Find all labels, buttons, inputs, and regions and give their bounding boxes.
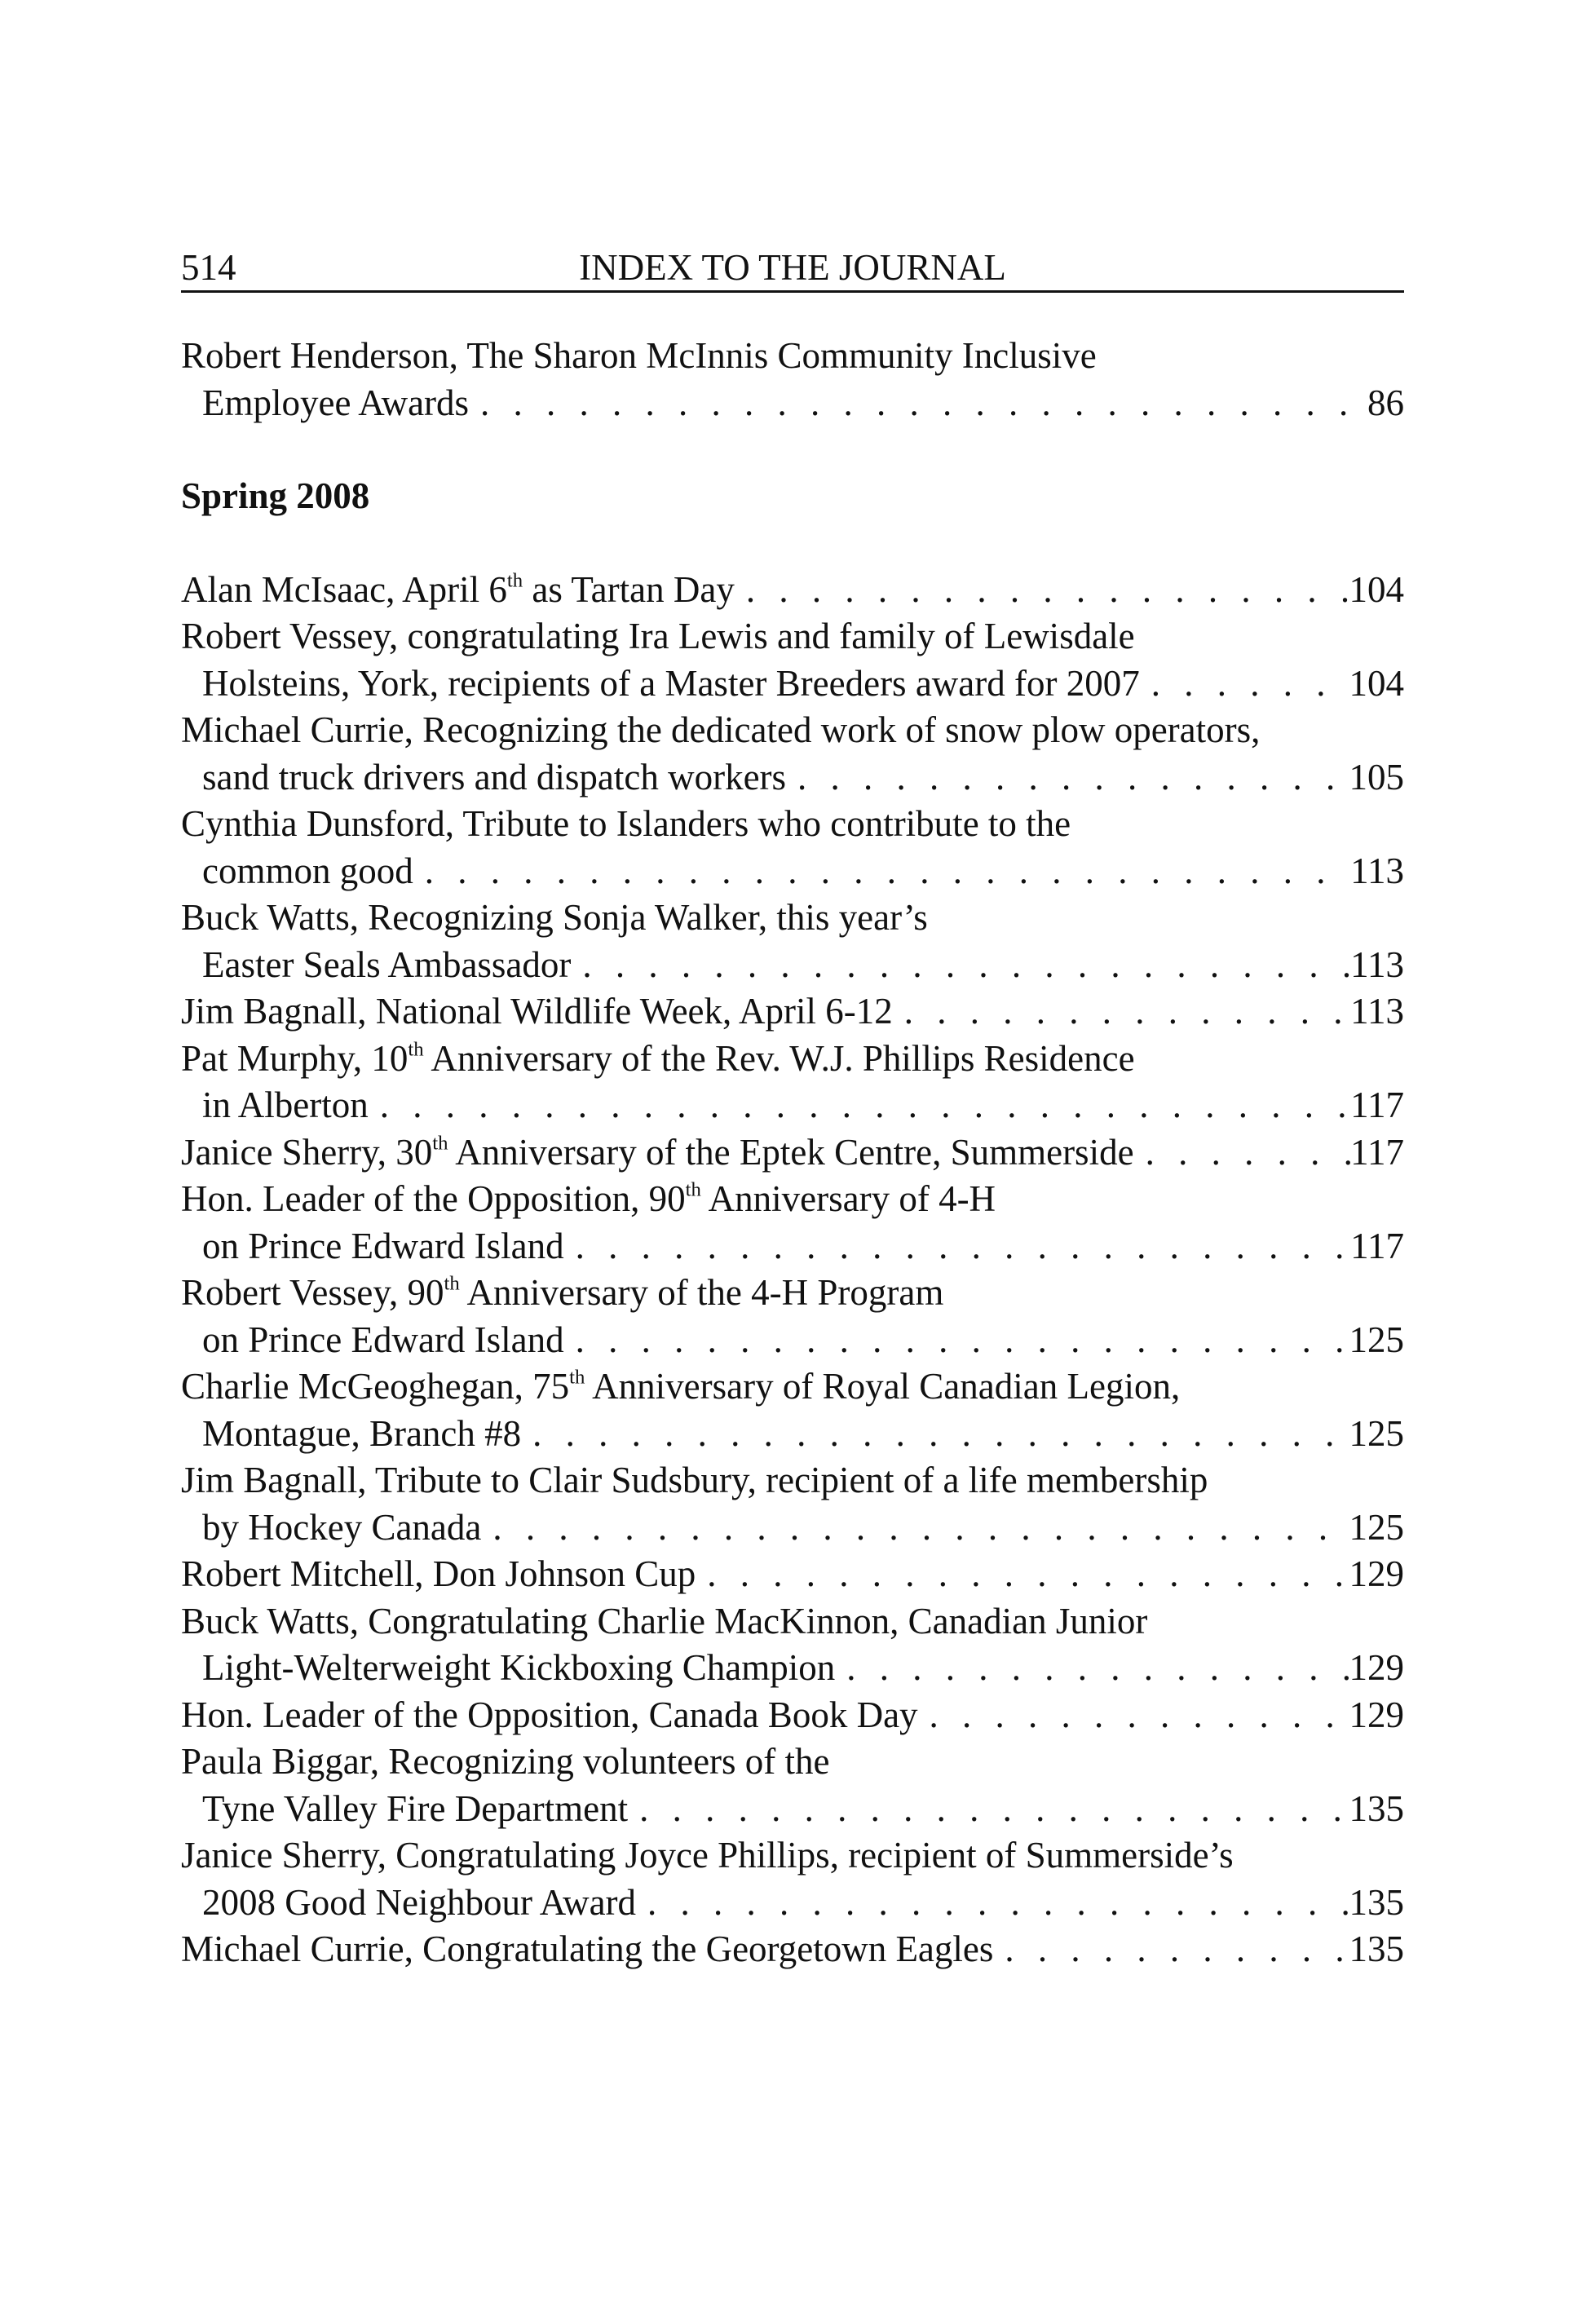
entry-page-number: 135 [1349, 1787, 1404, 1829]
ordinal-suffix: th [685, 1178, 701, 1201]
index-entry [181, 1036, 1404, 1129]
entry-text: on Prince Edward Island [202, 1225, 564, 1266]
entry-text: Easter Seals Ambassador [202, 943, 572, 985]
index-entry-list [181, 567, 1404, 1973]
ordinal-suffix: th [569, 1366, 585, 1389]
index-entry [181, 613, 1404, 707]
entry-text-part: Alan McIsaac, April 6 [181, 568, 507, 610]
dot-leader [636, 1880, 1349, 1927]
dot-leader [918, 1692, 1349, 1739]
running-head: INDEX TO THE JOURNAL [579, 247, 1006, 288]
entry-page-number: 86 [1367, 382, 1404, 423]
entry-text: Tyne Valley Fire Department [202, 1787, 629, 1829]
entry-text-part: as Tartan Day [523, 568, 735, 610]
entry-text: in Alberton [202, 1085, 369, 1125]
page-number: 514 [181, 247, 236, 288]
entry-text-part: Paula Biggar, Recognizing volunteers of the [181, 1741, 830, 1782]
index-entry [181, 707, 1404, 801]
entry-page-number: 113 [1350, 943, 1404, 985]
entry-text [181, 707, 1260, 754]
entry-text [181, 801, 1071, 848]
entry-text: on Prince Edward Island [202, 1319, 564, 1360]
entry-page-number: 117 [1350, 1225, 1404, 1266]
entry-text-part: Anniversary of the Rev. W.J. Phillips Residence [423, 1037, 1135, 1079]
dot-leader [786, 754, 1349, 802]
entry-text [181, 1832, 1234, 1880]
entry-text-part: Michael Currie, Recognizing the dedicated work of snow plow operators, [181, 709, 1261, 750]
dot-leader [521, 1411, 1349, 1458]
entry-text-part: Anniversary of 4-H [700, 1178, 996, 1219]
index-entry [181, 1692, 1404, 1739]
entry-page-number: 104 [1349, 662, 1404, 704]
dot-leader [481, 1504, 1349, 1552]
entry-text [181, 988, 893, 1036]
entry-text-part: Hon. Leader of the Opposition, 90 [181, 1178, 686, 1219]
entry-text-part: Cynthia Dunsford, Tribute to Islanders who contribute to the [181, 803, 1071, 844]
entry-text-part: Robert Mitchell, Don Johnson Cup [181, 1553, 696, 1594]
entry-text [181, 1363, 1180, 1411]
entry-page-number: 129 [1349, 1694, 1404, 1735]
index-entry [181, 1832, 1404, 1926]
index-entry [181, 1270, 1404, 1363]
entry-text [181, 1598, 1147, 1646]
entry-text: Robert Henderson, The Sharon McInnis Community Inclusive [181, 335, 1097, 376]
entry-text-part: Jim Bagnall, Tribute to Clair Sudsbury, recipient of a life membership [181, 1460, 1208, 1500]
entry-text-part: Buck Watts, Congratulating Charlie MacKinnon, Canadian Junior [181, 1600, 1148, 1641]
entry-text [181, 1926, 993, 1973]
entry-text [181, 1739, 830, 1786]
entry-text: Montague, Branch #8 [202, 1412, 522, 1454]
entry-text [181, 567, 735, 614]
index-entry [181, 1363, 1404, 1457]
entry-text [181, 1129, 1134, 1177]
ordinal-suffix: th [432, 1131, 448, 1154]
entry-text [181, 1692, 918, 1739]
dot-leader [571, 942, 1350, 989]
ordinal-suffix: th [506, 568, 523, 591]
index-entry-continued [181, 333, 1404, 426]
dot-leader [369, 1082, 1350, 1129]
entry-page-number: 135 [1349, 1881, 1404, 1923]
index-entry [181, 567, 1404, 614]
entry-text: sand truck drivers and dispatch workers [202, 756, 787, 797]
dot-leader [993, 1926, 1349, 1973]
entry-page-number: 117 [1350, 1085, 1404, 1125]
entry-text-part: Jim Bagnall, National Wildlife Week, April 6-12 [181, 991, 893, 1032]
index-entry [181, 1926, 1404, 1973]
dot-leader [413, 848, 1350, 895]
index-entry [181, 1457, 1404, 1551]
entry-text: Holsteins, York, recipients of a Master Breeders award for 2007 [202, 662, 1140, 704]
dot-leader [564, 1317, 1349, 1364]
entry-page-number: 113 [1350, 991, 1404, 1032]
dot-leader [835, 1645, 1349, 1692]
entry-text: Light-Welterweight Kickboxing Champion [202, 1647, 836, 1688]
dot-leader [696, 1551, 1349, 1598]
entry-text-part: Robert Vessey, 90 [181, 1272, 444, 1313]
entry-text-part: Anniversary of the Eptek Centre, Summerside [448, 1131, 1134, 1173]
entry-page-number: 125 [1349, 1319, 1404, 1360]
entry-text: by Hockey Canada [202, 1506, 482, 1548]
entry-text: Employee Awards [202, 382, 470, 423]
index-entry [181, 1598, 1404, 1692]
dot-leader [469, 380, 1367, 427]
entry-text-part: Buck Watts, Recognizing Sonja Walker, this year’s [181, 897, 928, 938]
entry-page-number: 125 [1349, 1412, 1404, 1454]
entry-page-number: 104 [1349, 568, 1404, 610]
entry-text [181, 1457, 1208, 1504]
ordinal-suffix: th [444, 1272, 460, 1295]
journal-page [181, 245, 1404, 1973]
page-header [181, 245, 1404, 293]
index-entry [181, 1129, 1404, 1177]
index-entry [181, 988, 1404, 1036]
entry-text: common good [202, 850, 413, 891]
entry-page-number: 113 [1350, 850, 1404, 891]
entry-text [181, 613, 1135, 661]
entry-text-part: Hon. Leader of the Opposition, Canada Book Day [181, 1694, 918, 1735]
dot-leader [1134, 1129, 1351, 1177]
entry-page-number: 135 [1349, 1929, 1404, 1969]
entry-text [181, 1036, 1135, 1083]
entry-text-part: Anniversary of Royal Canadian Legion, [585, 1366, 1181, 1407]
index-entry [181, 1739, 1404, 1832]
index-entry [181, 801, 1404, 895]
entry-text-part: Janice Sherry, 30 [181, 1131, 433, 1173]
entry-text: 2008 Good Neighbour Award [202, 1881, 637, 1923]
dot-leader [735, 567, 1349, 614]
entry-text-part: Janice Sherry, Congratulating Joyce Phillips, recipient of Summerside’s [181, 1835, 1234, 1876]
entry-text-part: Pat Murphy, 10 [181, 1037, 409, 1079]
ordinal-suffix: th [408, 1037, 424, 1060]
entry-text [181, 895, 928, 942]
section-heading: Spring 2008 [181, 475, 370, 516]
index-entry [181, 895, 1404, 988]
dot-leader [893, 988, 1350, 1036]
dot-leader [628, 1786, 1349, 1833]
dot-leader [564, 1223, 1351, 1270]
entry-text-part: Michael Currie, Congratulating the Georgetown Eagles [181, 1929, 994, 1969]
entry-text [181, 1551, 696, 1598]
entry-text-part: Charlie McGeoghegan, 75 [181, 1366, 570, 1407]
entry-page-number: 129 [1349, 1553, 1404, 1594]
index-entry [181, 1551, 1404, 1598]
entry-text [181, 1270, 943, 1317]
entry-text [181, 1176, 996, 1223]
index-body [181, 333, 1404, 1973]
dot-leader [1140, 661, 1349, 708]
entry-text-part: Robert Vessey, congratulating Ira Lewis and family of Lewisdale [181, 616, 1135, 656]
entry-text-part: Anniversary of the 4-H Program [459, 1272, 944, 1313]
index-entry [181, 1176, 1404, 1270]
entry-page-number: 129 [1349, 1647, 1404, 1688]
entry-page-number: 117 [1350, 1131, 1404, 1173]
entry-page-number: 125 [1349, 1506, 1404, 1548]
entry-page-number: 105 [1349, 756, 1404, 797]
